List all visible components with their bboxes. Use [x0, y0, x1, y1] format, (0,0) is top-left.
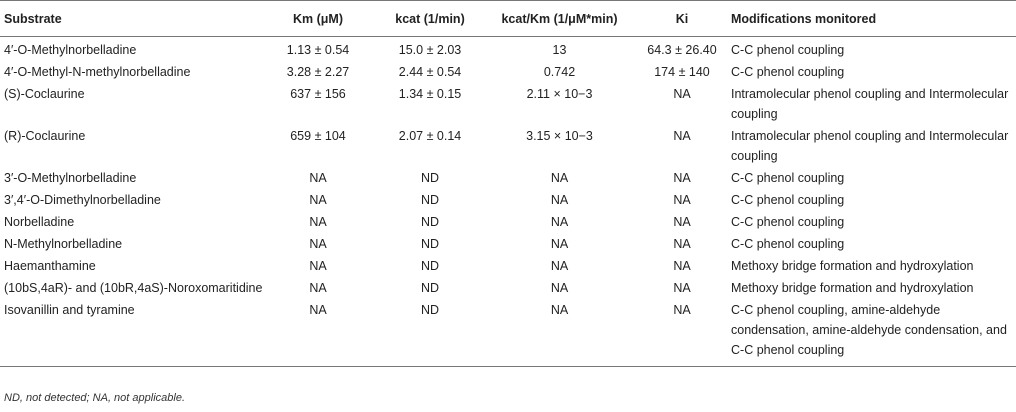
- cell-kcat-km: NA: [550, 281, 569, 295]
- cell-substrate: N-Methylnorbelladine: [4, 237, 123, 251]
- cell-kcat-km: 3.15 × 10−3: [526, 129, 593, 143]
- table-row: [0, 300, 1016, 367]
- cell-modifications: C-C phenol coupling, amine-aldehyde condensation, amine-aldehyde condensation, and C-C phenol coupling: [727, 300, 1016, 367]
- table-footnote: ND, not detected; NA, not applicable.: [4, 392, 185, 404]
- cell-kcat: ND: [420, 215, 440, 229]
- header-kcat-km: kcat/Km (1/μM*min): [482, 1, 637, 37]
- cell-ki: NA: [637, 300, 727, 367]
- cell-ki: NA: [673, 129, 691, 143]
- cell-ki: NA: [673, 259, 691, 273]
- table-row: [0, 278, 1016, 300]
- cell-kcat-km: NA: [550, 193, 569, 207]
- cell-substrate: (S)-Coclaurine: [4, 87, 85, 101]
- cell-modifications: Intramolecular phenol coupling and Intermolecular coupling: [731, 129, 1009, 163]
- cell-km: NA: [309, 215, 327, 229]
- cell-km: NA: [258, 300, 378, 367]
- cell-km: 3.28 ± 2.27: [286, 65, 350, 79]
- cell-substrate: Norbelladine: [4, 215, 75, 229]
- cell-ki: 64.3 ± 26.40: [647, 43, 717, 57]
- table-row: [0, 190, 1016, 212]
- cell-kcat-km: NA: [550, 171, 569, 185]
- header-row: [0, 1, 1016, 37]
- cell-substrate: Isovanillin and tyramine: [0, 300, 258, 367]
- table-row: [0, 168, 1016, 190]
- cell-km: NA: [309, 281, 327, 295]
- cell-km: 637 ± 156: [290, 87, 346, 101]
- cell-km: 659 ± 104: [290, 129, 346, 143]
- cell-km: NA: [309, 193, 327, 207]
- header-km: Km (μM): [258, 1, 378, 37]
- cell-ki: 174 ± 140: [654, 65, 710, 79]
- cell-kcat: ND: [420, 281, 440, 295]
- cell-kcat: 15.0 ± 2.03: [398, 43, 462, 57]
- cell-kcat-km: NA: [482, 300, 637, 367]
- cell-modifications: C-C phenol coupling: [731, 193, 845, 207]
- cell-modifications: C-C phenol coupling: [731, 43, 845, 57]
- cell-ki: NA: [673, 171, 691, 185]
- cell-ki: NA: [673, 87, 691, 101]
- cell-ki: NA: [673, 281, 691, 295]
- cell-modifications: C-C phenol coupling: [731, 215, 845, 229]
- cell-substrate: Haemanthamine: [4, 259, 96, 273]
- header-substrate: Substrate: [0, 1, 258, 37]
- cell-kcat: ND: [378, 300, 482, 367]
- table-row: [0, 212, 1016, 234]
- cell-kcat: ND: [420, 259, 440, 273]
- cell-substrate: (10bS,4aR)- and (10bR,4aS)-Noroxomaritidine: [4, 281, 263, 295]
- cell-substrate: (R)-Coclaurine: [4, 129, 86, 143]
- cell-substrate: 4′-O-Methyl-N-methylnorbelladine: [4, 65, 191, 79]
- cell-ki: NA: [673, 193, 691, 207]
- cell-km: NA: [309, 237, 327, 251]
- header-ki: Ki: [637, 1, 727, 37]
- cell-modifications: Methoxy bridge formation and hydroxylation: [731, 281, 974, 295]
- cell-km: NA: [309, 171, 327, 185]
- header-modifications: Modifications monitored: [727, 1, 1016, 37]
- cell-kcat: ND: [420, 237, 440, 251]
- cell-substrate: 3′,4′-O-Dimethylnorbelladine: [4, 193, 161, 207]
- table-row: [0, 234, 1016, 256]
- cell-kcat-km: 0.742: [543, 65, 576, 79]
- cell-substrate: 3′-O-Methylnorbelladine: [4, 171, 137, 185]
- table-row: [0, 37, 1016, 63]
- table-row: [0, 84, 1016, 126]
- table-row: [0, 62, 1016, 84]
- cell-ki: NA: [673, 237, 691, 251]
- cell-kcat-km: 13: [552, 43, 567, 57]
- cell-ki: NA: [673, 215, 691, 229]
- cell-kcat-km: NA: [550, 259, 569, 273]
- cell-kcat-km: NA: [550, 215, 569, 229]
- header-kcat: kcat (1/min): [378, 1, 482, 37]
- cell-substrate: 4′-O-Methylnorbelladine: [4, 43, 137, 57]
- cell-kcat: 1.34 ± 0.15: [398, 87, 462, 101]
- cell-km: NA: [309, 259, 327, 273]
- cell-kcat: ND: [420, 193, 440, 207]
- cell-kcat-km: NA: [550, 237, 569, 251]
- cell-kcat-km: 2.11 × 10−3: [526, 87, 593, 101]
- cell-modifications: C-C phenol coupling: [731, 237, 845, 251]
- cell-modifications: Methoxy bridge formation and hydroxylation: [731, 259, 974, 273]
- table-row: [0, 256, 1016, 278]
- cell-kcat: 2.07 ± 0.14: [398, 129, 462, 143]
- cell-modifications: Intramolecular phenol coupling and Intermolecular coupling: [731, 87, 1009, 121]
- cell-modifications: C-C phenol coupling: [731, 65, 845, 79]
- cell-modifications: C-C phenol coupling: [731, 171, 845, 185]
- cell-kcat: 2.44 ± 0.54: [398, 65, 462, 79]
- cell-km: 1.13 ± 0.54: [286, 43, 350, 57]
- table-row: [0, 126, 1016, 168]
- cell-kcat: ND: [420, 171, 440, 185]
